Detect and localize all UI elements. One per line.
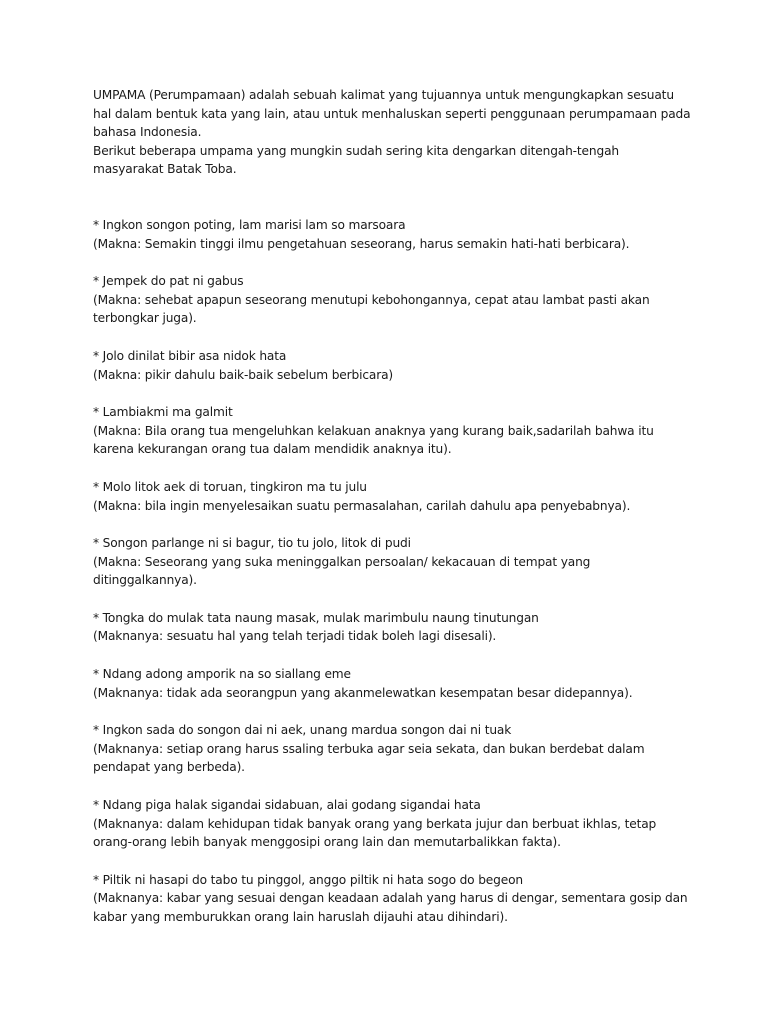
document-body xyxy=(93,86,693,946)
makna-text: (Maknanya: tidak ada seorangpun yang akanmelewatkan kesempatan besar didepannya). xyxy=(93,685,633,700)
list-item xyxy=(93,665,693,702)
makna-text: (Maknanya: setiap orang harus ssaling terbuka agar seia sekata, dan bukan berdebat dalam pendapat yang berbeda). xyxy=(93,741,645,775)
umpama-text: * Ingkon sada do songon dai ni aek, unang mardua songon dai ni tuak xyxy=(93,723,512,738)
makna-text: (Makna: Seseorang yang suka meninggalkan persoalan/ kekacauan di tempat yang ditinggalkannya). xyxy=(93,554,591,588)
list-item xyxy=(93,609,693,646)
umpama-list xyxy=(93,216,693,927)
list-item xyxy=(93,403,693,459)
umpama-text: * Molo litok aek di toruan, tingkiron ma tu julu xyxy=(93,479,367,494)
intro-paragraph: UMPAMA (Perumpamaan) adalah sebuah kalimat yang tujuannya untuk mengungkapkan sesuatu hal dalam bentuk kata yang lain, atau untuk menhaluskan seperti penggunaan perumpamaan pada bahasa Indonesia. xyxy=(93,88,691,140)
list-item xyxy=(93,796,693,852)
umpama-text: * Jempek do pat ni gabus xyxy=(93,274,244,289)
intro-section xyxy=(93,86,693,179)
list-item xyxy=(93,216,693,253)
makna-text: (Makna: Bila orang tua mengeluhkan kelakuan anaknya yang kurang baik,sadarilah bahwa itu karena kekurangan orang tua dalam mendidik anaknya itu). xyxy=(93,423,654,457)
makna-text: (Makna: Semakin tinggi ilmu pengetahuan seseorang, harus semakin hati-hati berbicara). xyxy=(93,236,630,251)
umpama-text: * Ndang piga halak sigandai sidabuan, alai godang sigandai hata xyxy=(93,798,481,813)
intro-paragraph: Berikut beberapa umpama yang mungkin sudah sering kita dengarkan ditengah-tengah masyarakat Batak Toba. xyxy=(93,143,619,177)
umpama-text: * Jolo dinilat bibir asa nidok hata xyxy=(93,348,287,363)
umpama-text: * Tongka do mulak tata naung masak, mulak marimbulu naung tinutungan xyxy=(93,610,539,625)
umpama-text: * Lambiakmi ma galmit xyxy=(93,405,233,420)
makna-text: (Makna: pikir dahulu baik-baik sebelum berbicara) xyxy=(93,367,393,382)
umpama-text: * Songon parlange ni si bagur, tio tu jolo, litok di pudi xyxy=(93,536,411,551)
list-item xyxy=(93,347,693,384)
umpama-text: * Ingkon songon poting, lam marisi lam so marsoara xyxy=(93,217,406,232)
list-item xyxy=(93,534,693,590)
list-item xyxy=(93,478,693,515)
makna-text: (Maknanya: dalam kehidupan tidak banyak orang yang berkata jujur dan berbuat ikhlas, tetap orang-orang lebih banyak menggosipi orang lain dan memutarbalikkan fakta). xyxy=(93,816,657,850)
list-item xyxy=(93,721,693,777)
list-item xyxy=(93,871,693,927)
makna-text: (Makna: bila ingin menyelesaikan suatu permasalahan, carilah dahulu apa penyebabnya). xyxy=(93,498,631,513)
umpama-text: * Piltik ni hasapi do tabo tu pinggol, anggo piltik ni hata sogo do begeon xyxy=(93,872,523,887)
list-item xyxy=(93,272,693,328)
makna-text: (Maknanya: sesuatu hal yang telah terjadi tidak boleh lagi disesali). xyxy=(93,629,497,644)
umpama-text: * Ndang adong amporik na so siallang eme xyxy=(93,667,351,682)
makna-text: (Maknanya: kabar yang sesuai dengan keadaan adalah yang harus di dengar, sementara gosip dan kabar yang memburukkan orang lain haruslah dijauhi atau dihindari). xyxy=(93,891,688,924)
makna-text: (Makna: sehebat apapun seseorang menutupi kebohongannya, cepat atau lambat pasti akan terbongkar juga). xyxy=(93,292,650,326)
